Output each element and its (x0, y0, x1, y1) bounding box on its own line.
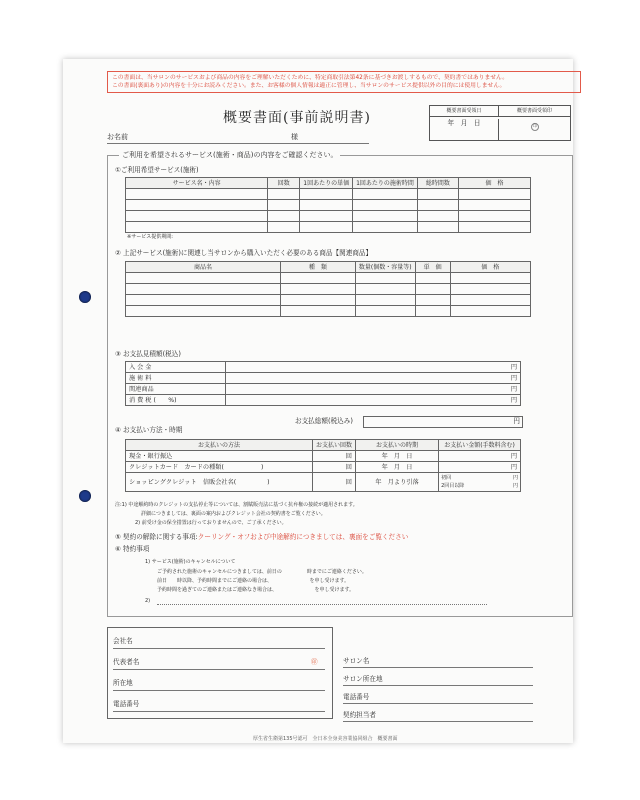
table-row (126, 200, 531, 211)
payment-row-cash: 現金・銀行振込 回 年 月 日 円 (126, 451, 521, 462)
table-row (126, 189, 531, 200)
note-1-line-2: 詳細につきましては、裏面の案内およびクレジット会社の契約書をご覧ください。 (141, 511, 326, 517)
payment-method-label: ショッピングクレジット 信販会社名( ) (126, 473, 313, 492)
col-count: 回数 (268, 178, 300, 189)
total-field (363, 416, 523, 428)
document-page (63, 59, 573, 743)
col-payment-amount: お支払い金額(手数料含む) (439, 440, 521, 451)
notice-line-1: この書面は、当サロンのサービスおよび商品の内容をご理解いただくために、特定商取引法第42条に基づきお渡しするもので、契約書ではありません。 (112, 75, 509, 81)
representative-line (113, 669, 325, 670)
salon-phone-label: 電話番号 (343, 693, 370, 701)
table-row (126, 295, 531, 306)
estimate-label: 関連商品 (126, 384, 226, 395)
special-item-2: 2) (145, 598, 151, 604)
services-table (125, 177, 531, 233)
customer-name-underline (107, 143, 369, 144)
phone-label: 電話番号 (113, 700, 140, 708)
contract-staff-line (343, 721, 533, 722)
salon-name-label: サロン名 (343, 657, 370, 665)
estimate-label: 入 会 金 (126, 362, 226, 373)
table-row (126, 306, 531, 317)
section-4-title: ④ お支払い方法・時期 (115, 426, 183, 434)
binder-hole-bottom (79, 490, 91, 502)
table-row (126, 222, 531, 233)
table-row (126, 273, 531, 284)
payment-table (125, 439, 521, 492)
col-product-name: 商品名 (126, 262, 281, 273)
estimate-table (125, 361, 521, 406)
total-label: お支払総額(税込み) (295, 417, 353, 425)
seal-icon: ㊞ (311, 658, 318, 666)
company-name-label: 会社名 (113, 637, 133, 645)
col-payment-time: お支払いの時期 (355, 440, 438, 451)
services-intro: ご利用を希望されるサービス(施術・商品)の内容をご確認ください。 (119, 151, 340, 160)
payment-row-credit-card: クレジットカード カードの種類( ) 回 年 月 日 円 (126, 462, 521, 473)
col-product-price: 価 格 (450, 262, 530, 273)
section-5 (115, 533, 408, 542)
document-title: 概要書面(事前説明書) (223, 110, 371, 126)
seal-mark-icon: 印 (532, 124, 538, 129)
payment-row-shopping-credit: ショッピングクレジット 信販会社名( ) 回 年 月より引落 初回 円 2回目以降 円 (126, 473, 521, 492)
section-3-title: ③ お支払見積額(税込) (115, 350, 181, 358)
salon-address-label: サロン所在地 (343, 675, 383, 683)
salon-name-line (343, 667, 533, 668)
col-payment-method: お支払いの方法 (126, 440, 313, 451)
col-payment-count: お支払い回数 (312, 440, 355, 451)
cancel-heading: 1) サービス(施術)のキャンセルについて (145, 559, 236, 565)
estimate-row-service-fee (126, 373, 521, 384)
salon-address-line (343, 685, 533, 686)
estimate-row-products (126, 384, 521, 395)
col-price: 価 格 (458, 178, 530, 189)
cancel-line-1: ご予約された施術のキャンセルにつきましては、前日の 時までにご連絡ください。 (157, 569, 367, 575)
receipt-date-field: 年 月 日 (430, 119, 499, 140)
yen-unit: 円 (225, 395, 520, 406)
binder-hole-top (79, 291, 91, 303)
section-6-title: ⑥ 特約事項 (115, 545, 150, 553)
address-line (113, 690, 325, 691)
yen-unit: 円 (225, 362, 520, 373)
section-5-title: ⑤ 契約の解除に関する事項: (115, 533, 198, 541)
footer-text: 厚生省生衛第135号認可 全日本全身美容業協同組合 概要書面 (253, 736, 398, 742)
receipt-date-header: 概要書面受領日 (430, 106, 499, 117)
table-row (126, 284, 531, 295)
contract-staff-label: 契約担当者 (343, 711, 376, 719)
yen-unit: 円 (513, 417, 520, 425)
col-quantity: 数量(個数・容量等) (355, 262, 415, 273)
service-period-note: ※サービス提供期間: (127, 234, 173, 240)
estimate-row-entry-fee (126, 362, 521, 373)
company-box (107, 627, 333, 719)
note-2: 2) 前受け金の保全措置は行っておりませんので、ご了承ください。 (135, 520, 287, 526)
estimate-label: 消 費 税 ( %) (126, 395, 226, 406)
cancel-line-3: 予約時間を過ぎてのご連絡またはご連絡なき場合は、 を申し受けます。 (157, 587, 355, 593)
customer-name-label: お名前 (107, 133, 128, 141)
cancel-line-2: 前日 時以降、予約時間までにご連絡の場合は、 を申し受けます。 (157, 578, 350, 584)
col-service-name: サービス名・内容 (126, 178, 268, 189)
receipt-stamp-header: 概要書面受領印 (499, 106, 570, 117)
phone-line (113, 711, 325, 712)
item-2-underline (157, 604, 487, 605)
yen-unit: 円 (225, 384, 520, 395)
company-name-line (113, 648, 325, 649)
col-type: 種 類 (280, 262, 355, 273)
section-1-title: ①ご利用希望サービス(施術) (115, 166, 199, 174)
payment-method-label: 現金・銀行振込 (126, 451, 313, 462)
related-products-table (125, 261, 531, 317)
estimate-row-tax (126, 395, 521, 406)
yen-unit: 円 (225, 373, 520, 384)
notice-line-2: この書面(裏面あり)の内容を十分にお読みください。また、お客様の個人情報は適正に管理し、当サロンのサービス提供以外の目的には使用しません。 (112, 83, 506, 89)
col-total-time: 総時間数 (417, 178, 458, 189)
representative-label: 代表者名 (113, 658, 140, 666)
table-row (126, 211, 531, 222)
top-notice (107, 71, 581, 93)
customer-honorific: 様 (291, 133, 298, 141)
note-1-line-1: 注:1) 中途解約時のクレジットの支払停止等については、割賦販売法に基づく抗弁権の接続が適用されます。 (115, 502, 358, 508)
address-label: 所在地 (113, 679, 133, 687)
section-2-title: ② 上記サービス(施術)に関連し当サロンから購入いただく必要のある商品【関連商品】 (115, 249, 373, 257)
section-5-red-note: クーリング・オフおよび中途解約につきましては、裏面をご覧ください (197, 533, 409, 541)
payment-method-label: クレジットカード カードの種類( ) (126, 462, 313, 473)
stamp-box (429, 105, 571, 141)
col-unit-time: 1回あたりの施術時間 (353, 178, 418, 189)
col-unit-price: 1回あたりの単価 (300, 178, 353, 189)
estimate-label: 施 術 料 (126, 373, 226, 384)
col-unit-price: 単 価 (415, 262, 450, 273)
salon-phone-line (343, 703, 533, 704)
